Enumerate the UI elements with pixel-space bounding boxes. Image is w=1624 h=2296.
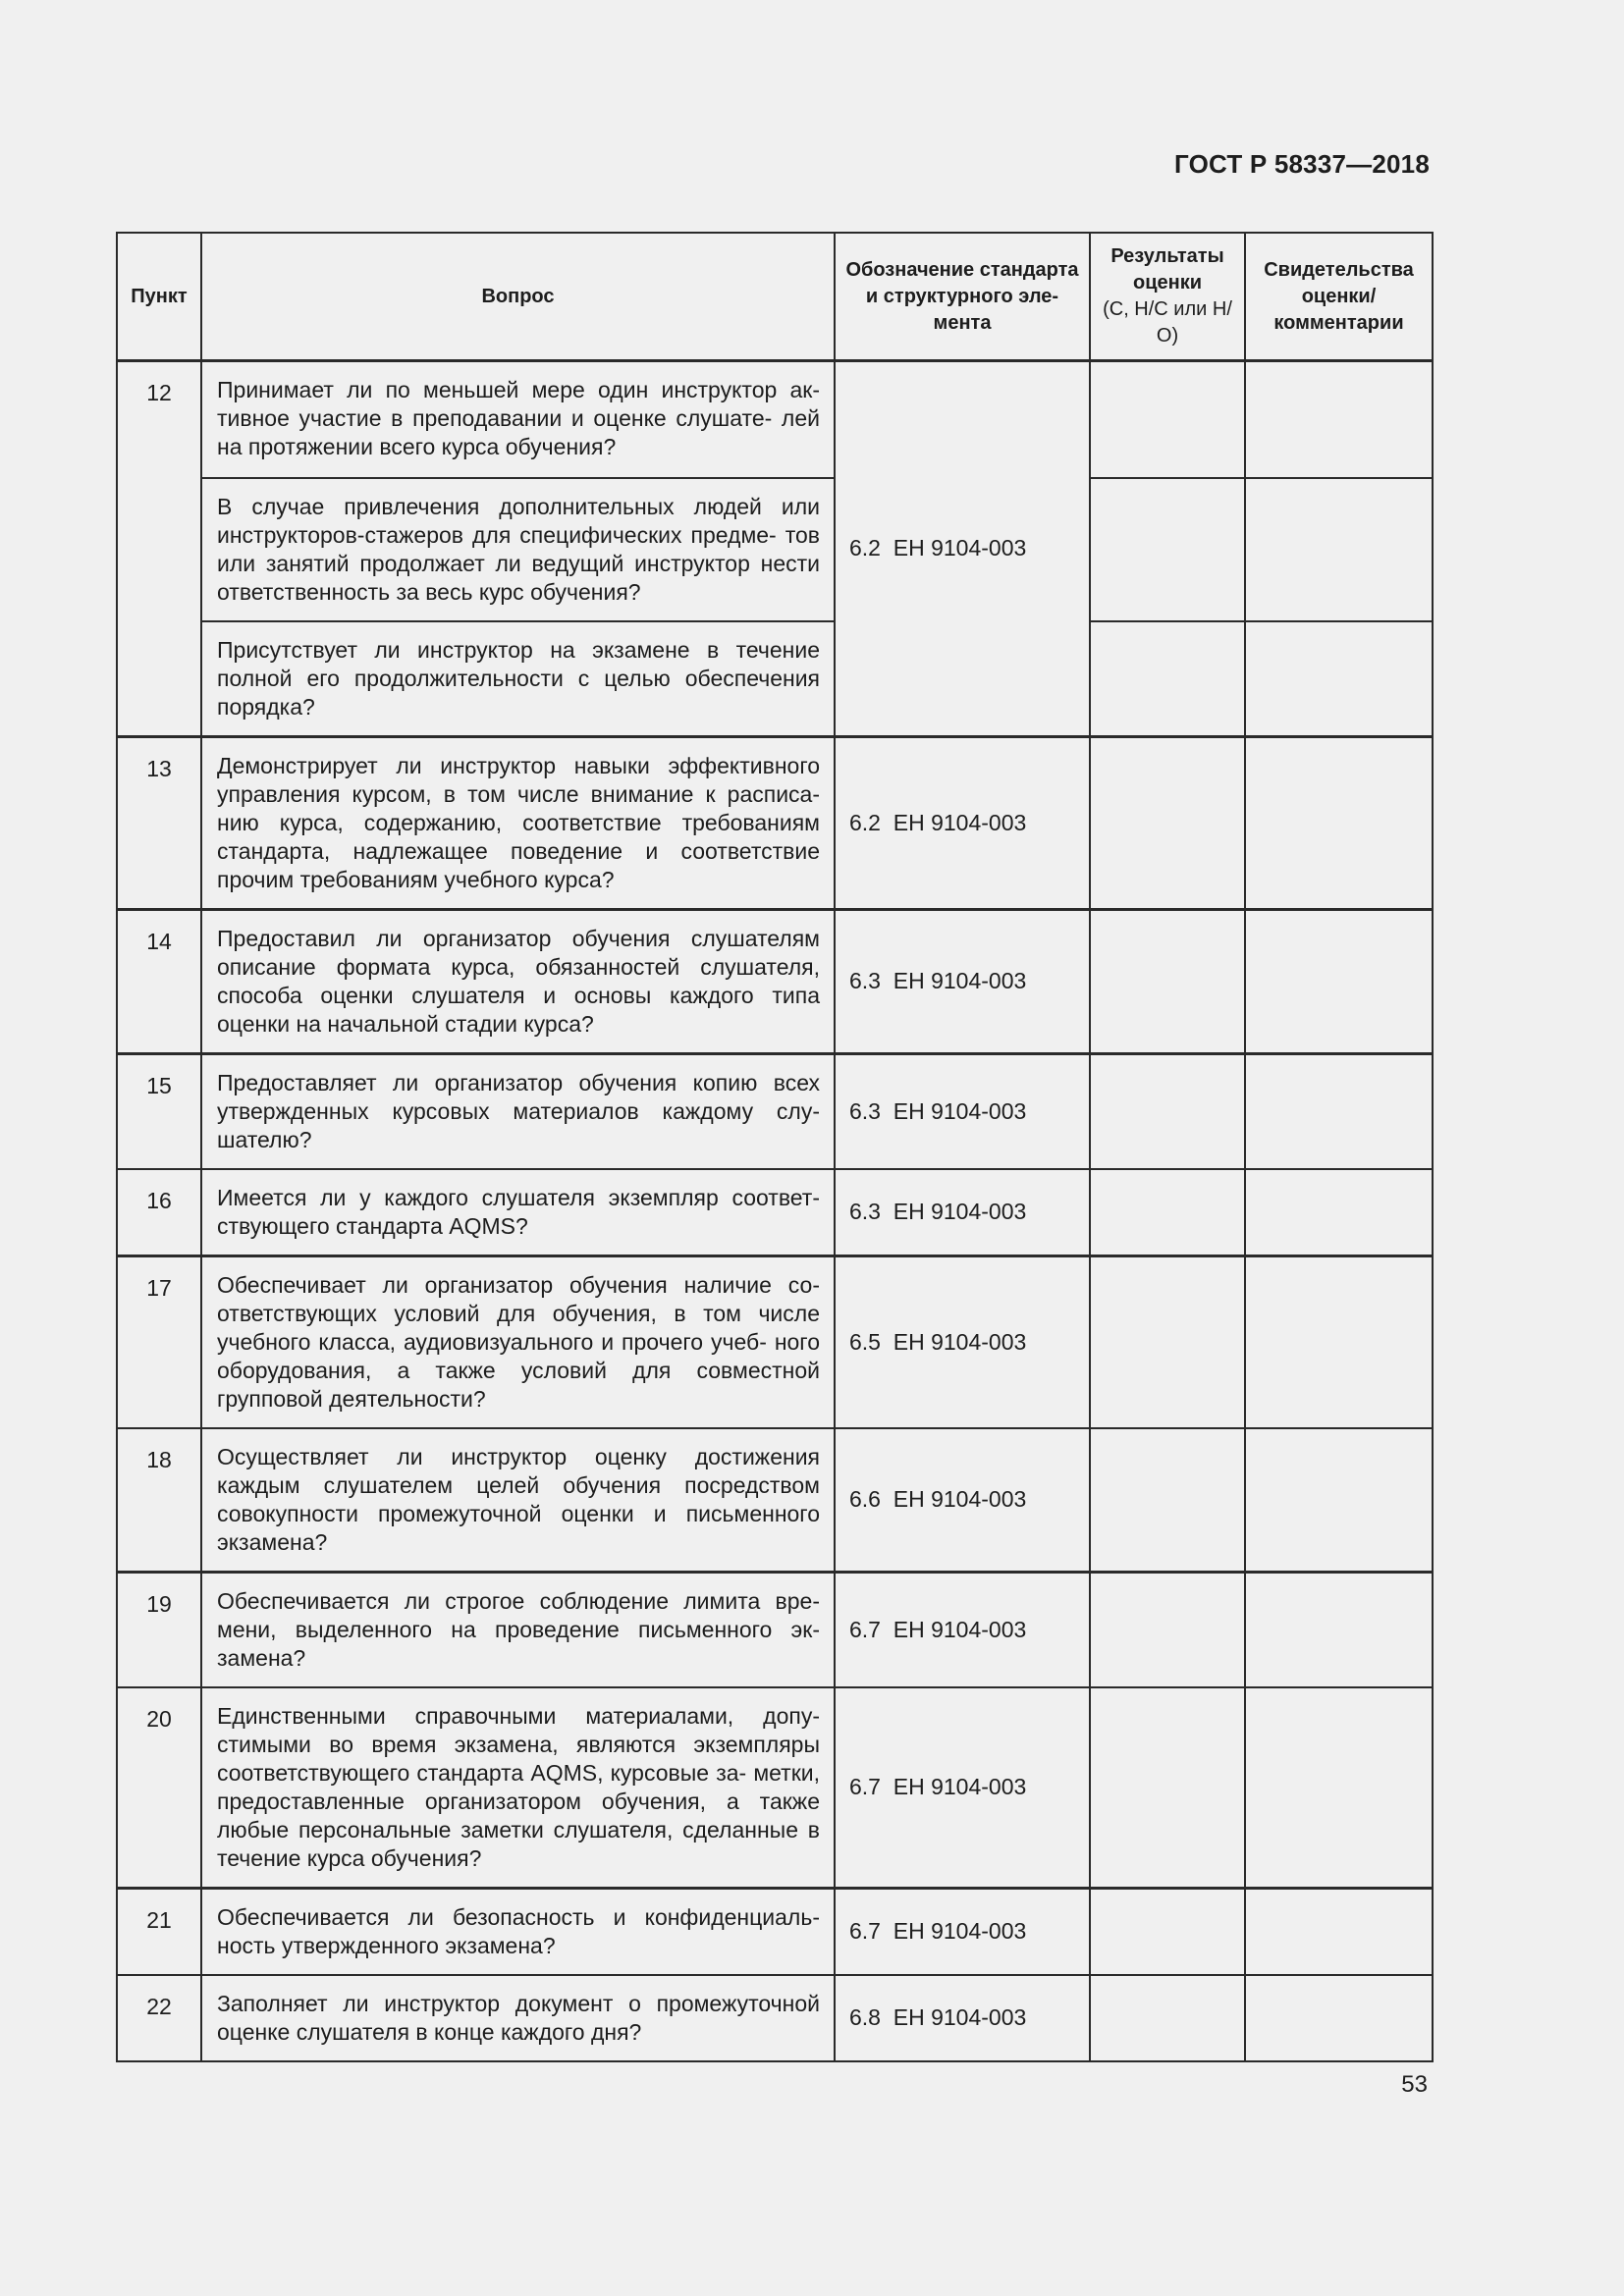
standard-designation: 6.3 EH 9104-003 [835,1169,1090,1256]
page-number: 53 [1401,2071,1428,2098]
evidence-cell[interactable] [1245,1169,1433,1256]
question-text: Обеспечивает ли организатор обучения наличие со- ответствующих условий для обучения, в том числе учебного класса, аудиовизуального и прочего учеб- ного оборудования, а также условий для совместной групповой деятельности? [201,1255,835,1428]
results-cell[interactable] [1090,736,1245,909]
evidence-cell[interactable] [1245,1975,1433,2061]
item-number: 18 [117,1428,201,1573]
evidence-cell[interactable] [1245,1687,1433,1889]
item-number: 20 [117,1687,201,1889]
question-text: Предоставил ли организатор обучения слушателям описание формата курса, обязанностей слушателя, способа оценки слушателя и основы каждого типа оценки на начальной стадии курса? [201,909,835,1053]
standard-designation: 6.8 EH 9104-003 [835,1975,1090,2061]
assessment-checklist-table [116,232,1434,2062]
question-text: Осуществляет ли инструктор оценку достижения каждым слушателем целей обучения посредством совокупности промежуточной оценки и письменного экзамена? [201,1428,835,1573]
table-row [117,1255,1433,1428]
evidence-cell[interactable] [1245,361,1433,478]
evidence-cell[interactable] [1245,1428,1433,1573]
question-text: Принимает ли по меньшей мере один инструктор ак- тивное участие в преподавании и оценке слушате- лей на протяжении всего курса обучения? [201,361,835,478]
evidence-cell[interactable] [1245,621,1433,737]
question-text: Единственными справочными материалами, допу- стимыми во время экзамена, являются экземпляры соответствующего стандарта AQMS, курсовые за- метки, предоставленные организатором обучения, а также любые персональные заметки слушателя, сделанные в течение курса обучения? [201,1687,835,1889]
evidence-cell[interactable] [1245,478,1433,621]
question-text: Демонстрирует ли инструктор навыки эффективного управления курсом, в том числе внимание к расписа- нию курса, содержанию, соответствие требованиям стандарта, надлежащее поведение и соответствие прочим требованиям учебного курса? [201,736,835,909]
results-cell[interactable] [1090,1428,1245,1573]
standard-designation: 6.6 EH 9104-003 [835,1428,1090,1573]
standard-designation: 6.2 EH 9104-003 [835,736,1090,909]
question-text: Присутствует ли инструктор на экзамене в течение полной его продолжительности с целью обеспечения порядка? [201,621,835,737]
item-number: 19 [117,1572,201,1687]
results-cell[interactable] [1090,1888,1245,1975]
standard-designation: 6.3 EH 9104-003 [835,909,1090,1053]
table-row [117,621,1433,737]
results-cell[interactable] [1090,1975,1245,2061]
question-text: В случае привлечения дополнительных людей или инструкторов-стажеров для специфических предме- тов или занятий продолжает ли ведущий инструктор нести ответственность за весь курс обучения? [201,478,835,621]
evidence-cell[interactable] [1245,1888,1433,1975]
table-row [117,361,1433,478]
results-cell[interactable] [1090,1053,1245,1169]
table-row [117,1053,1433,1169]
table-row [117,1975,1433,2061]
results-cell[interactable] [1090,478,1245,621]
evidence-cell[interactable] [1245,736,1433,909]
item-number: 17 [117,1255,201,1428]
standard-designation: 6.3 EH 9104-003 [835,1053,1090,1169]
column-header-results [1090,233,1245,361]
standard-designation: 6.7 EH 9104-003 [835,1687,1090,1889]
document-standard-id: ГОСТ Р 58337—2018 [1174,149,1430,179]
standard-designation: 6.2 EH 9104-003 [835,361,1090,737]
table-row [117,1888,1433,1975]
item-number: 22 [117,1975,201,2061]
table-row [117,1572,1433,1687]
question-text: Обеспечивается ли строгое соблюдение лимита вре- мени, выделенного на проведение письменного эк- замена? [201,1572,835,1687]
standard-designation: 6.7 EH 9104-003 [835,1572,1090,1687]
table-row [117,909,1433,1053]
evidence-cell[interactable] [1245,1053,1433,1169]
column-header-results-title: Результаты оценки [1110,245,1224,294]
column-header-results-codes: (С, Н/С или Н/О) [1103,298,1232,347]
table-row [117,736,1433,909]
column-header-question: Вопрос [201,233,835,361]
item-number: 15 [117,1053,201,1169]
results-cell[interactable] [1090,1255,1245,1428]
item-number: 14 [117,909,201,1053]
results-cell[interactable] [1090,909,1245,1053]
item-number: 21 [117,1888,201,1975]
column-header-evidence: Свидетельства оценки/ комментарии [1245,233,1433,361]
item-number: 13 [117,736,201,909]
column-header-designation: Обозначение стандарта и структурного эле- мента [835,233,1090,361]
table-row [117,1687,1433,1889]
question-text: Обеспечивается ли безопасность и конфиденциаль- ность утвержденного экзамена? [201,1888,835,1975]
table-row [117,478,1433,621]
standard-designation: 6.7 EH 9104-003 [835,1888,1090,1975]
table-row [117,1428,1433,1573]
evidence-cell[interactable] [1245,1572,1433,1687]
question-text: Имеется ли у каждого слушателя экземпляр соответ- ствующего стандарта AQMS? [201,1169,835,1256]
results-cell[interactable] [1090,1169,1245,1256]
item-number: 16 [117,1169,201,1256]
table-row [117,1169,1433,1256]
results-cell[interactable] [1090,621,1245,737]
column-header-item: Пункт [117,233,201,361]
evidence-cell[interactable] [1245,1255,1433,1428]
results-cell[interactable] [1090,361,1245,478]
question-text: Предоставляет ли организатор обучения копию всех утвержденных курсовых материалов каждому слу- шателю? [201,1053,835,1169]
item-number: 12 [117,361,201,737]
results-cell[interactable] [1090,1572,1245,1687]
table-header-row [117,233,1433,361]
evidence-cell[interactable] [1245,909,1433,1053]
results-cell[interactable] [1090,1687,1245,1889]
standard-designation: 6.5 EH 9104-003 [835,1255,1090,1428]
question-text: Заполняет ли инструктор документ о промежуточной оценке слушателя в конце каждого дня? [201,1975,835,2061]
